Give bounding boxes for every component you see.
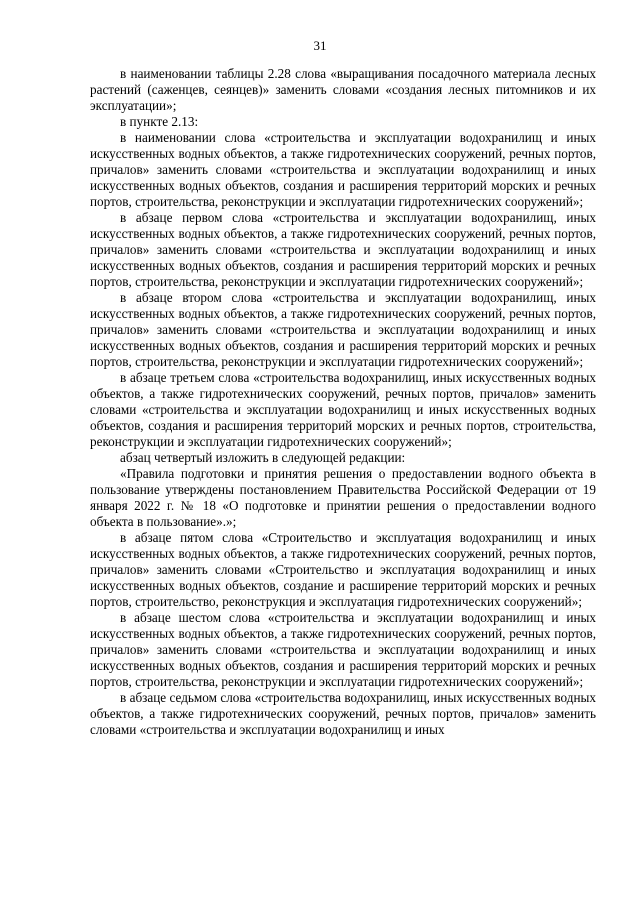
- paragraph-abzac-5: в абзаце пятом слова «Строительство и эксплуатация водохранилищ и иных искусственных водных объектов, а также гидротехнических сооружений, речных портов, причалов» заменить словами «Строительство и эксплуатация водохранилищ и иных искусственных водных объектов, создание и расширение территорий морских и речных портов, строительство, реконструкция и эксплуатация гидротехнических сооружений»;: [90, 530, 596, 609]
- paragraph-abzac-1: в абзаце первом слова «строительства и эксплуатации водохранилищ, иных искусственных водных объектов, а также гидротехнических сооружений, речных портов, причалов» заменить словами «строительства и эксплуатации водохранилищ и иных искусственных водных объектов, создания и расширения территорий морских и речных портов, строительства, реконструкции и эксплуатации гидротехнических сооружений»;: [90, 210, 596, 289]
- paragraph-point-2-13: в пункте 2.13:: [120, 114, 199, 129]
- paragraph-heading-change: в наименовании слова «строительства и эксплуатации водохранилищ и иных искусственных водных объектов, а также гидротехнических сооружений, речных портов, причалов» заменить словами «строительства и эксплуатации водохранилищ и иных искусственных водных объектов, создания и расширения территорий морских и речных портов, строительства, реконструкции и эксплуатации гидротехнических сооружений»;: [90, 130, 596, 209]
- paragraph-abzac-7: в абзаце седьмом слова «строительства водохранилищ, иных искусственных водных объектов, а также гидротехнических сооружений, речных портов, причалов» заменить словами «строительства и эксплуатации водохранилищ и иных: [90, 690, 596, 737]
- document-body: [90, 66, 596, 738]
- paragraph-abzac-3: в абзаце третьем слова «строительства водохранилищ, иных искусственных водных объектов, а также гидротехнических сооружений, речных портов, причалов» заменить словами «строительства и эксплуатации водохранилищ и иных искусственных водных объектов, создания и расширения территорий морских и речных портов, строительства, реконструкции и эксплуатации гидротехнических сооружений»;: [90, 370, 596, 449]
- page-number: 31: [313, 38, 327, 53]
- paragraph-table-2-28: в наименовании таблицы 2.28 слова «выращивания посадочного материала лесных растений (саженцев, сеянцев)» заменить словами «создания лесных питомников и их эксплуатации»;: [90, 66, 596, 113]
- paragraph-abzac-4-text: «Правила подготовки и принятия решения о предоставлении водного объекта в пользование утверждены постановлением Правительства Российской Федерации от 19 января 2022 г. № 18 «О подготовке и принятии решения о предоставлении водного объекта в пользование».»;: [90, 466, 596, 529]
- paragraph-abzac-4-intro: абзац четвертый изложить в следующей редакции:: [120, 450, 406, 465]
- paragraph-abzac-6: в абзаце шестом слова «строительства и эксплуатации водохранилищ и иных искусственных водных объектов, а также гидротехнических сооружений, речных портов, причалов» заменить словами «строительства и эксплуатации водохранилищ и иных искусственных водных объектов, создания и расширения территорий морских и речных портов, строительства, реконструкции и эксплуатации гидротехнических сооружений»;: [90, 610, 596, 689]
- paragraph-abzac-2: в абзаце втором слова «строительства и эксплуатации водохранилищ, иных искусственных водных объектов, а также гидротехнических сооружений, речных портов, причалов» заменить словами «строительства и эксплуатации водохранилищ и иных искусственных водных объектов, создания и расширения территорий морских и речных портов, строительства, реконструкции и эксплуатации гидротехнических сооружений»;: [90, 290, 596, 369]
